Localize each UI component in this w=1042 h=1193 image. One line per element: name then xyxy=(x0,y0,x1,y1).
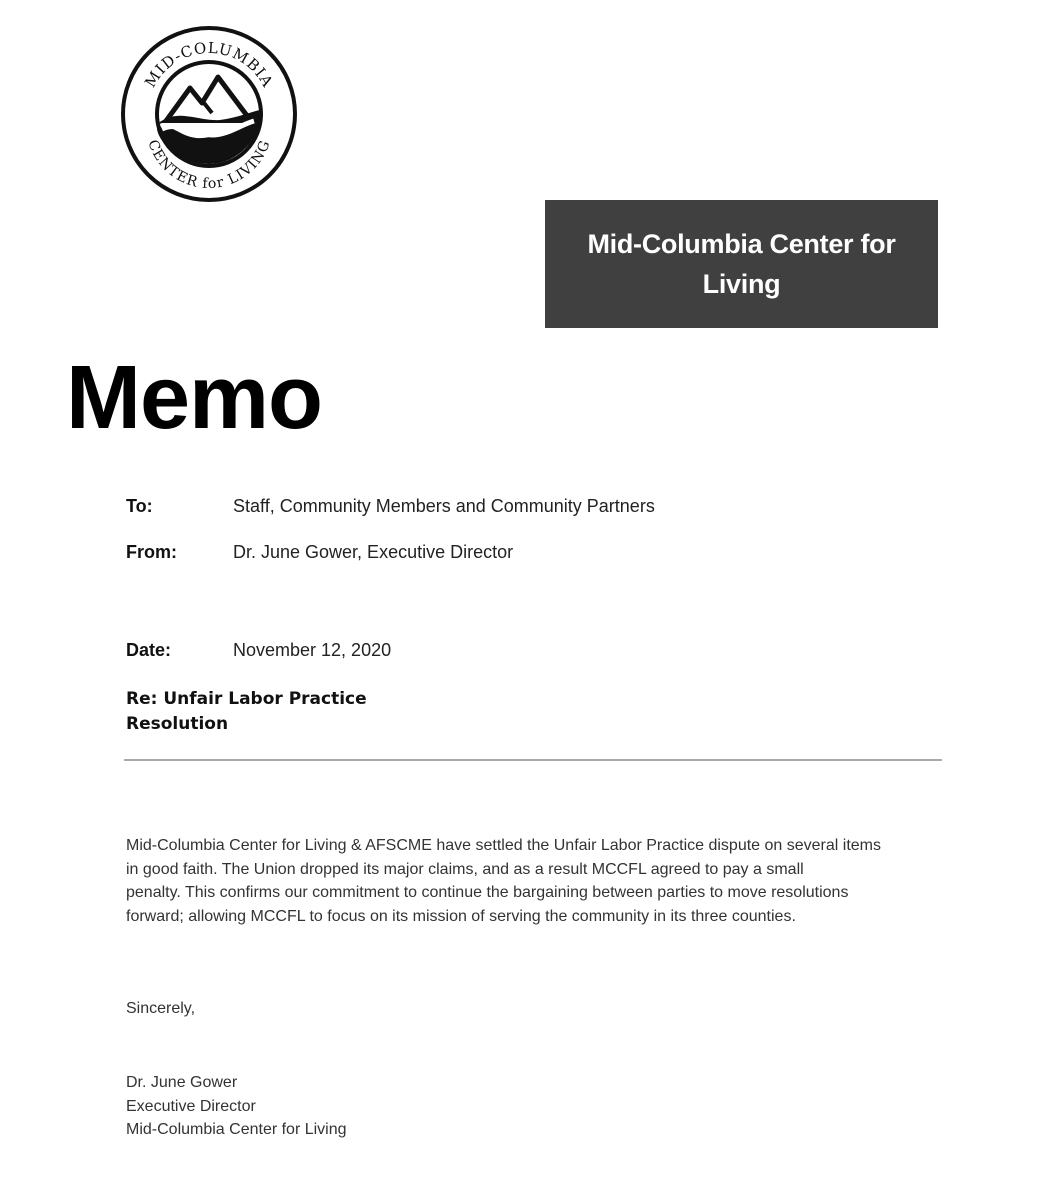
banner-title: Mid-Columbia Center for Living xyxy=(587,229,896,299)
subject-line xyxy=(126,687,426,737)
organization-logo xyxy=(120,25,298,203)
memo-body xyxy=(126,834,956,928)
body-line: in good faith. The Union dropped its major claims, and as a result MCCFL agreed to pay a small xyxy=(126,860,804,878)
page-title: Memo xyxy=(66,348,323,448)
closing: Sincerely, xyxy=(126,1000,196,1017)
logo-top-text: MID-COLUMBIA xyxy=(141,38,277,91)
header-divider xyxy=(124,759,942,761)
logo-seal-icon xyxy=(120,25,298,203)
body-line: Mid-Columbia Center for Living & AFSCME have settled the Unfair Labor Practice dispute on several items xyxy=(126,837,882,854)
body-line: forward; allowing MCCFL to focus on its mission of serving the community in its three counties. xyxy=(126,907,796,925)
logo-bottom-text: CENTER for LIVING xyxy=(144,137,274,193)
signature-title: Executive Director xyxy=(126,1097,256,1115)
signature-name: Dr. June Gower xyxy=(126,1074,238,1091)
signature-block xyxy=(126,1071,347,1142)
signature-organization: Mid-Columbia Center for Living xyxy=(126,1121,347,1138)
re-label: Re: xyxy=(126,689,158,709)
date-label: Date: xyxy=(126,640,172,660)
to-value: Staff, Community Members and Community Partners xyxy=(233,496,655,516)
body-line: penalty. This confirms our commitment to continue the bargaining between parties to move resolutions xyxy=(126,884,849,901)
from-value: Dr. June Gower, Executive Director xyxy=(233,542,514,562)
to-label: To: xyxy=(126,496,153,516)
re-value: Unfair Labor Practice Resolution xyxy=(126,689,367,734)
date-value: November 12, 2020 xyxy=(233,640,392,660)
from-label: From: xyxy=(126,542,177,562)
organization-banner xyxy=(545,200,938,328)
